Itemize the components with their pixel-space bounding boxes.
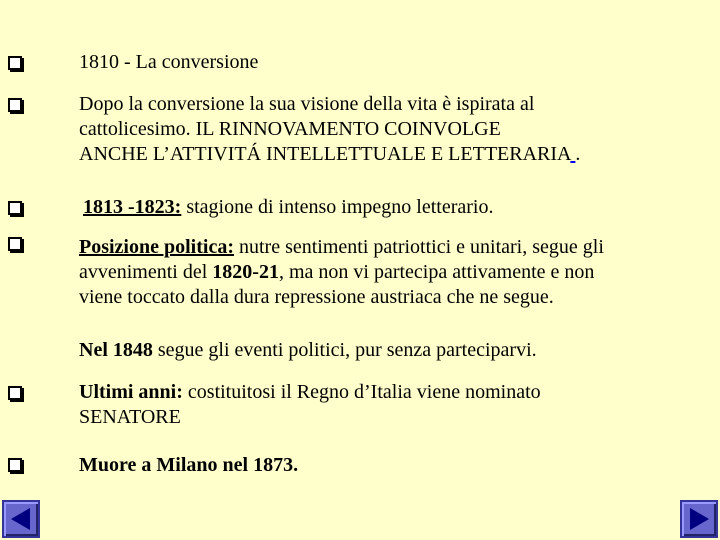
- item-2-line-3: [79, 142, 719, 167]
- item-4-line-2-pre: avvenimenti del: [79, 261, 213, 283]
- bullet-icon: [8, 237, 22, 251]
- item-2-period: .: [575, 143, 581, 165]
- item-3-rest: stagione di intenso impegno letterario.: [181, 196, 494, 218]
- item-6-line-1: [79, 380, 719, 405]
- item-5-rest: segue gli eventi politici, pur senza parteciparvi.: [152, 339, 537, 361]
- item-4-line-1-rest: nutre sentimenti patriottici e unitari, segue gli: [233, 236, 604, 258]
- item-6-line-2: SENATORE: [79, 406, 181, 428]
- item-3-text: [83, 195, 720, 220]
- item-6-line-1-rest: costituitosi il Regno d’Italia viene nominato: [182, 381, 541, 403]
- bullet-icon: [8, 386, 22, 400]
- item-4-line-2: [79, 260, 719, 285]
- item-7-label: Muore a Milano nel 1873.: [79, 454, 299, 476]
- item-4-line-2-post: , ma non vi partecipa attivamente e non: [278, 261, 595, 283]
- item-2-line-1: Dopo la conversione la sua visione della vita è ispirata al: [79, 93, 535, 115]
- item-1-text: [79, 50, 719, 75]
- item-2-line-2: cattolicesimo. IL RINNOVAMENTO COINVOLGE: [79, 118, 501, 140]
- item-3-label: 1813 -1823:: [83, 196, 182, 218]
- item-2-line-3-text: ANCHE L’ATTIVITÁ INTELLETTUALE E LETTERARIA: [79, 143, 571, 165]
- item-4-years: 1820-21: [212, 261, 279, 283]
- item-4-line-1: [79, 235, 719, 260]
- triangle-left-icon: [7, 505, 35, 533]
- item-5-year: Nel 1848: [79, 339, 153, 361]
- next-slide-button[interactable]: [680, 500, 718, 538]
- item-6-text: [79, 380, 719, 430]
- item-4-text: [79, 235, 719, 310]
- bullet-icon: [8, 201, 22, 215]
- item-6-label: Ultimi anni:: [79, 381, 183, 403]
- item-4-label: Posizione politica:: [79, 236, 234, 258]
- bullet-icon: [8, 458, 22, 472]
- bullet-icon: [8, 56, 22, 70]
- item-1-label: 1810 - La conversione: [79, 51, 259, 73]
- item-7-text: [79, 453, 719, 478]
- item-4-line-3: viene toccato dalla dura repressione austriaca che ne segue.: [79, 286, 554, 308]
- item-5-text: [79, 338, 719, 363]
- previous-slide-button[interactable]: [2, 500, 40, 538]
- triangle-right-icon: [685, 505, 713, 533]
- item-2-text: [79, 92, 719, 167]
- bullet-icon: [8, 98, 22, 112]
